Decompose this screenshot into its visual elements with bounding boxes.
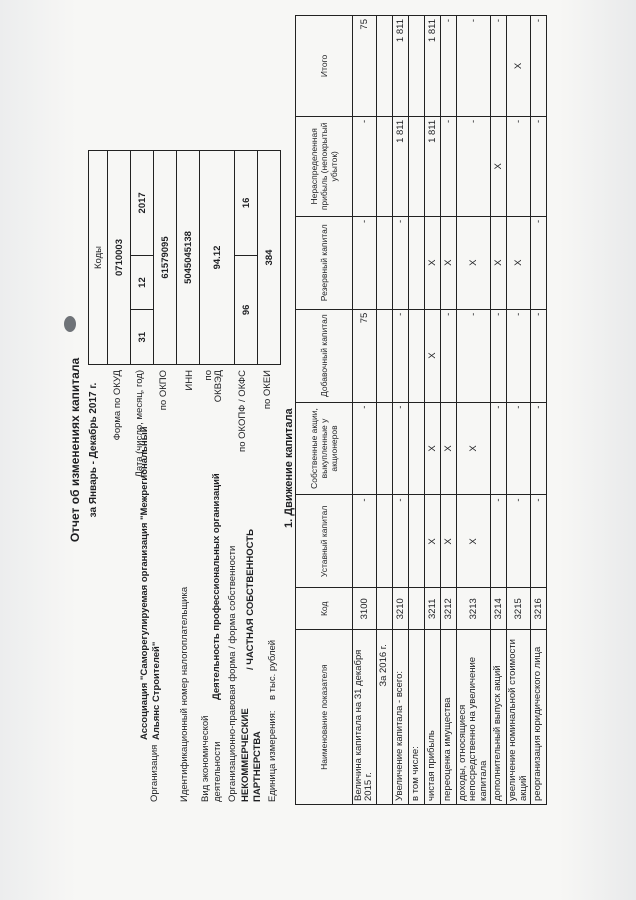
- cell-v4: -: [353, 216, 377, 309]
- col-own-shares: Собственные акции, выкупленные у акционеров: [296, 402, 353, 495]
- legal-form-value-2: ПАРТНЕРСТВА: [252, 731, 263, 802]
- cell-v2: X: [456, 402, 490, 495]
- code-okpo: 61579095: [154, 151, 177, 365]
- unit-label: Единица измерения:: [267, 710, 278, 802]
- row-name: в том числе:: [408, 630, 424, 805]
- org-label: Организация: [149, 744, 160, 802]
- cell-v5: -: [456, 116, 490, 216]
- cell-v2: [376, 402, 392, 495]
- table-row: [353, 16, 377, 805]
- table-row: [507, 16, 531, 805]
- code-okfs: 16: [235, 151, 258, 256]
- row-code: 3100: [353, 588, 377, 630]
- row-name: реорганизация юридического лица: [531, 630, 547, 805]
- cell-v3: -: [440, 309, 456, 402]
- cell-v4: X: [440, 216, 456, 309]
- document-period: за Январь - Декабрь 2017 г.: [88, 382, 99, 518]
- table-row: [491, 16, 507, 805]
- cell-v5: -: [531, 116, 547, 216]
- cell-v6: [408, 16, 424, 117]
- cell-v6: 1 811: [392, 16, 408, 117]
- cell-v1: X: [456, 495, 490, 588]
- cell-v5: -: [507, 116, 531, 216]
- cell-v6: -: [491, 16, 507, 117]
- row-name: Увеличение капитала - всего:: [392, 630, 408, 805]
- row-code: [408, 588, 424, 630]
- row-code: 3210: [392, 588, 408, 630]
- legal-form-value-1: НЕКОММЕРЧЕСКИЕ: [240, 708, 251, 802]
- cell-v3: -: [491, 309, 507, 402]
- org-name-line2: Альянс Строителей": [151, 641, 162, 740]
- cell-v1: -: [531, 495, 547, 588]
- activity-value: Деятельность профессиональных организаций: [211, 473, 222, 700]
- table-header-row: [296, 16, 353, 805]
- row-name: доходы, относящиеся непосредственно на увеличение капитала: [456, 630, 490, 805]
- cell-v1: -: [507, 495, 531, 588]
- col-reserve-capital: Резервный капитал: [296, 216, 353, 309]
- inn-label: Идентификационный номер налогоплательщика: [179, 586, 190, 802]
- cell-v3: -: [507, 309, 531, 402]
- document-title: Отчет об изменениях капитала: [68, 357, 82, 543]
- cell-v3: [408, 309, 424, 402]
- cell-v2: -: [531, 402, 547, 495]
- activity-label-2: деятельности: [212, 741, 223, 802]
- section-title: 1. Движение капитала: [283, 408, 295, 528]
- cell-v1: -: [491, 495, 507, 588]
- row-name: дополнительный выпуск акций: [491, 630, 507, 805]
- okopf-label: по ОКОПФ / ОКФС: [237, 370, 248, 452]
- cell-v2: X: [440, 402, 456, 495]
- row-code: 3211: [424, 588, 440, 630]
- ownership-value: / ЧАСТНАЯ СОБСТВЕННОСТЬ: [245, 529, 256, 670]
- cell-v2: X: [424, 402, 440, 495]
- row-name: Величина капитала на 31 декабря 2015 г.: [353, 630, 377, 805]
- row-name: чистая прибыль: [424, 630, 440, 805]
- code-date-day: 31: [131, 310, 154, 365]
- cell-v4: X: [424, 216, 440, 309]
- cell-v6: -: [440, 16, 456, 117]
- cell-v6: [376, 16, 392, 117]
- table-row: [440, 16, 456, 805]
- codes-header: Коды: [89, 151, 108, 365]
- cell-v1: -: [392, 495, 408, 588]
- cell-v6: -: [456, 16, 490, 117]
- cell-v3: 75: [353, 309, 377, 402]
- cell-v6: 1 811: [424, 16, 440, 117]
- cell-v2: -: [491, 402, 507, 495]
- col-total: Итого: [296, 16, 353, 117]
- org-name-line1: Ассоциация "Саморегулируемая организация "Межрегиональный: [139, 426, 150, 740]
- cell-v5: -: [353, 116, 377, 216]
- cell-v5: 1 811: [424, 116, 440, 216]
- row-code: 3216: [531, 588, 547, 630]
- table-row: [392, 16, 408, 805]
- code-okud: 0710003: [108, 151, 131, 365]
- row-code: 3214: [491, 588, 507, 630]
- col-charter-capital: Уставный капитал: [296, 495, 353, 588]
- cell-v3: -: [456, 309, 490, 402]
- inn-short-label: ИНН: [184, 370, 195, 391]
- table-row: [376, 16, 392, 805]
- col-additional-capital: Добавочный капитал: [296, 309, 353, 402]
- col-code: Код: [296, 588, 353, 630]
- cell-v6: X: [507, 16, 531, 117]
- code-inn: 5045045138: [177, 151, 200, 365]
- col-retained-earnings: Нераспределенная прибыль (непокрытый убыток): [296, 116, 353, 216]
- cell-v4: [408, 216, 424, 309]
- cell-v1: [408, 495, 424, 588]
- table-row: [424, 16, 440, 805]
- cell-v4: [376, 216, 392, 309]
- okud-label: Форма по ОКУД: [112, 370, 123, 441]
- code-okopf: 96: [235, 255, 258, 364]
- cell-v3: [376, 309, 392, 402]
- cell-v5: 1 811: [392, 116, 408, 216]
- okved-label-1: по: [203, 370, 214, 381]
- cell-v1: -: [353, 495, 377, 588]
- cell-v4: X: [456, 216, 490, 309]
- table-row: [531, 16, 547, 805]
- col-name: Наименование показателя: [296, 630, 353, 805]
- row-code: [376, 588, 392, 630]
- row-code: 3213: [456, 588, 490, 630]
- table-row: [456, 16, 490, 805]
- row-code: 3212: [440, 588, 456, 630]
- cell-v4: -: [531, 216, 547, 309]
- cell-v2: -: [392, 402, 408, 495]
- capital-movement-table: [295, 15, 547, 805]
- okpo-label: по ОКПО: [158, 370, 169, 411]
- unit-value: в тыс. рублей: [267, 639, 278, 700]
- codes-table: [88, 150, 281, 365]
- cell-v3: X: [424, 309, 440, 402]
- cell-v5: [376, 116, 392, 216]
- row-name: За 2016 г.: [376, 630, 392, 805]
- code-okei: 384: [258, 151, 281, 365]
- row-code: 3215: [507, 588, 531, 630]
- row-name: увеличение номинальной стоимости акций: [507, 630, 531, 805]
- date-label: Дата (число, месяц, год): [134, 370, 145, 478]
- okei-label: по ОКЕИ: [262, 370, 273, 410]
- cell-v6: -: [531, 16, 547, 117]
- okved-label-2: ОКВЭД: [213, 370, 225, 403]
- cell-v3: -: [392, 309, 408, 402]
- legal-form-label: Организационно-правовая форма / форма собственности: [227, 545, 238, 802]
- cell-v5: -: [440, 116, 456, 216]
- cell-v2: -: [353, 402, 377, 495]
- cell-v1: X: [440, 495, 456, 588]
- cell-v2: -: [507, 402, 531, 495]
- cell-v1: X: [424, 495, 440, 588]
- table-row: [408, 16, 424, 805]
- cell-v1: [376, 495, 392, 588]
- code-okved: 94.12: [200, 151, 235, 365]
- cell-v5: X: [491, 116, 507, 216]
- activity-label-1: Вид экономической: [200, 715, 211, 802]
- cell-v3: -: [531, 309, 547, 402]
- code-date-year: 2017: [131, 151, 154, 256]
- cell-v2: [408, 402, 424, 495]
- cell-v6: 75: [353, 16, 377, 117]
- row-name: переоценка имущества: [440, 630, 456, 805]
- cell-v4: X: [491, 216, 507, 309]
- code-date-month: 12: [131, 255, 154, 310]
- cell-v4: -: [392, 216, 408, 309]
- cell-v4: X: [507, 216, 531, 309]
- cell-v5: [408, 116, 424, 216]
